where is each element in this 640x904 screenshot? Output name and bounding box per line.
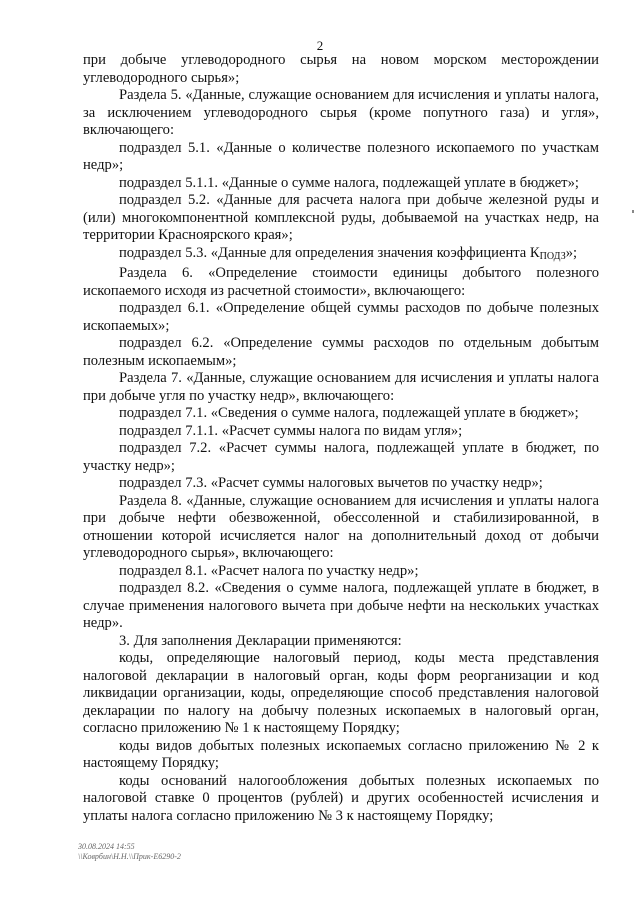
paragraph: подраздел 7.1. «Сведения о сумме налога, подлежащей уплате в бюджет»; <box>119 405 579 421</box>
paragraph: подраздел 7.1.1. «Расчет суммы налога по видам угля»; <box>119 422 463 439</box>
paragraph: коды, определяющие налоговый период, коды места представления налоговой декларации в налоговый орган, коды форм реорганизации и код ликвидации организации, коды, определяющие способ представления налоговой декларации по налогу на добычу полезных ископаемых в налоговый орган, согласно приложению № 1 к настоящему Порядку; <box>83 650 599 736</box>
paragraph: коды видов добытых полезных ископаемых согласно приложению № 2 к настоящему Порядку; <box>83 737 599 771</box>
footer-file-path: \\Коврбин\Н.Н.\\Прик-Е6290-2 <box>78 852 181 861</box>
paragraph: подраздел 7.2. «Расчет суммы налога, подлежащей уплате в бюджет, по участку недр»; <box>83 440 599 474</box>
paragraph: подраздел 8.2. «Сведения о сумме налога, подлежащей уплате в бюджет, в случае применения налогового вычета при добыче нефти на нескольких участках недр». <box>83 580 599 631</box>
paragraph: подраздел 6.2. «Определение суммы расходов по отдельным добытым полезным ископаемым»; <box>83 335 599 369</box>
paragraph: Раздела 7. «Данные, служащие основанием для исчисления и уплаты налога при добыче угля по участку недр», включающего: <box>83 370 599 404</box>
subscript: ПОДЗ <box>539 250 566 262</box>
paragraph: коды оснований налогообложения добытых полезных ископаемых по налоговой ставке 0 процентов (рублей) и других особенностей исчисления и уплаты налога согласно приложению № 3 к настоящему Порядку; <box>83 772 599 824</box>
scan-speck <box>632 210 634 213</box>
document-footer <box>78 842 181 862</box>
paragraph <box>83 245 599 266</box>
paragraph: подраздел 5.1.1. «Данные о сумме налога, подлежащей уплате в бюджет»; <box>119 174 579 191</box>
paragraph-text: подраздел 5.3. «Данные для определения значения коэффициента К <box>119 244 540 261</box>
paragraph: при добыче углеводородного сырья на новом морском месторождении углеводородного сырья»; <box>83 52 599 86</box>
paragraph: 3. Для заполнения Декларации применяются: <box>119 632 402 649</box>
footer-timestamp: 30.08.2024 14:55 <box>78 842 135 851</box>
paragraph: Раздела 5. «Данные, служащие основанием для исчисления и уплаты налога, за исключением углеводородного сырья (кроме попутного газа) и угля», включающего: <box>83 87 599 138</box>
paragraph: подраздел 8.1. «Расчет налога по участку недр»; <box>119 562 419 579</box>
paragraph: Раздела 8. «Данные, служащие основанием для исчисления и уплаты налога при добыче нефти обезвоженной, обессоленной и стабилизированной, в отношении которой исчисляется налог на дополнительный доход от добычи углеводородного сырья», включающего: <box>83 492 599 561</box>
paragraph: подраздел 6.1. «Определение общей суммы расходов по добыче полезных ископаемых»; <box>83 300 599 334</box>
paragraph: подраздел 7.3. «Расчет суммы налоговых вычетов по участку недр»; <box>119 475 543 491</box>
paragraph: Раздела 6. «Определение стоимости единицы добытого полезного ископаемого исходя из расчетной стоимости», включающего: <box>83 265 599 299</box>
paragraph: подраздел 5.2. «Данные для расчета налога при добыче железной руды и (или) многокомпонентной комплексной руды, добываемой на участках недр, на территории Красноярского края»; <box>83 192 599 243</box>
document-body <box>83 52 599 825</box>
paragraph: подраздел 5.1. «Данные о количестве полезного ископаемого по участкам недр»; <box>83 139 599 173</box>
paragraph-tail: »; <box>565 244 578 261</box>
page-number: 2 <box>316 38 324 53</box>
